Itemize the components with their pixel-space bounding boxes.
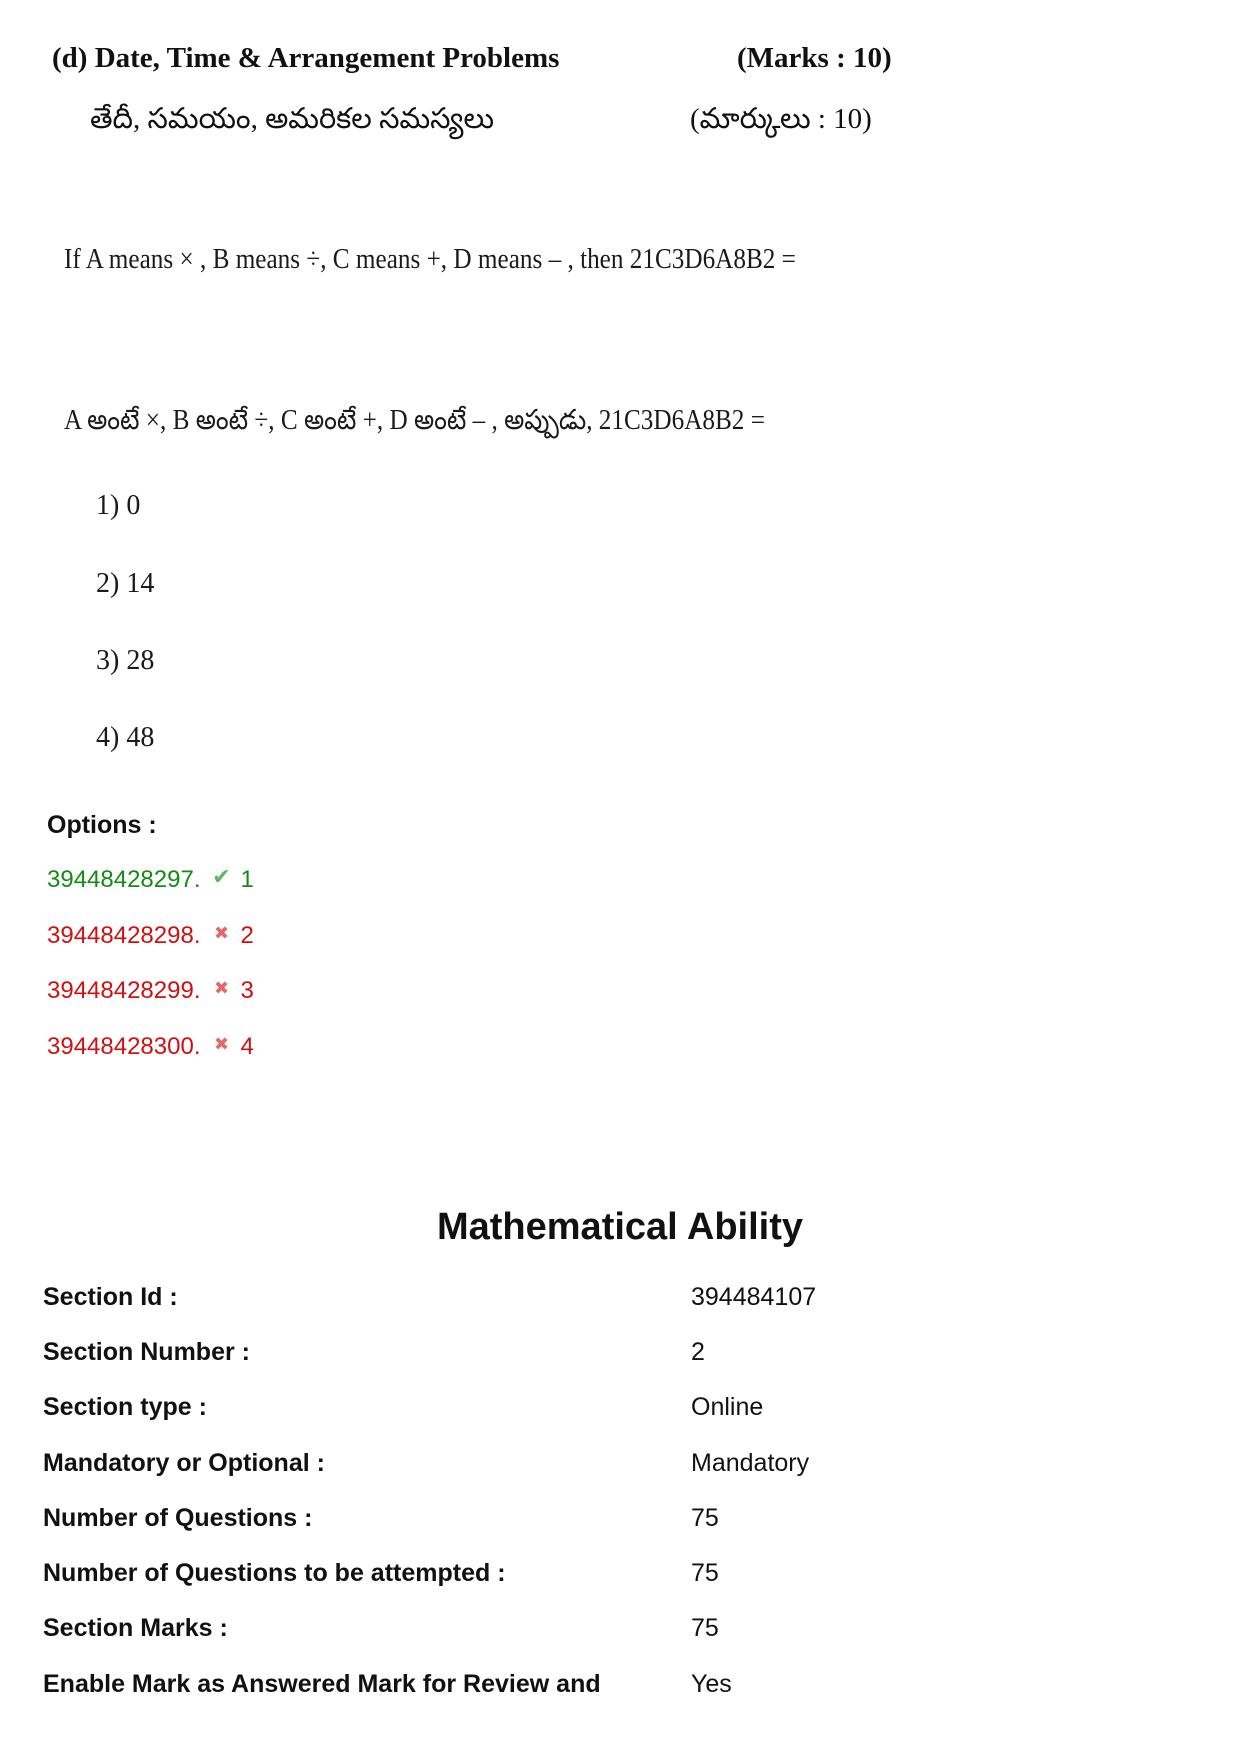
section-row-value: 75 <box>691 1559 719 1587</box>
option-id: 39448428300. <box>47 1033 201 1060</box>
cross-icon: ✖ <box>213 922 230 943</box>
section-row-label: Number of Questions to be attempted : <box>43 1559 506 1587</box>
cross-icon: ✖ <box>213 1033 230 1054</box>
option-label: 1 <box>240 866 254 893</box>
section-row-value: 2 <box>691 1338 705 1366</box>
question-heading-en: (d) Date, Time & Arrangement Problems <box>52 42 560 74</box>
option-item <box>47 866 254 894</box>
question-heading-te: తేదీ, సమయం, అమరికల సమస్యలు <box>90 103 495 135</box>
question-marks-te: (మార్కులు : 10) <box>690 103 872 135</box>
section-row-value: 75 <box>691 1504 719 1532</box>
option-id: 39448428299. <box>47 977 201 1004</box>
section-row-value: Yes <box>691 1670 732 1698</box>
section-row-value: Online <box>691 1393 764 1421</box>
option-item <box>47 977 254 1005</box>
section-row-label: Mandatory or Optional : <box>43 1449 325 1477</box>
option-item <box>47 922 254 950</box>
section-row-value: 75 <box>691 1614 719 1642</box>
section-row-label: Section Marks : <box>43 1614 228 1642</box>
section-row-value: Mandatory <box>691 1449 810 1477</box>
option-label: 2 <box>240 922 254 949</box>
question-choice: 3) 28 <box>96 645 155 676</box>
cross-icon: ✖ <box>213 977 230 998</box>
option-label: 4 <box>240 1033 254 1060</box>
options-title: Options : <box>47 811 157 839</box>
question-choice: 2) 14 <box>96 568 155 599</box>
question-text-te: A అంటే ×, B అంటే ÷, C అంటే +, D అంటే – , అప్పుడు, 21C3D6A8B2 = <box>64 405 765 436</box>
option-id: 39448428298. <box>47 922 201 949</box>
section-row-label: Section Number : <box>43 1338 250 1366</box>
section-title: Mathematical Ability <box>436 1206 803 1248</box>
check-icon: ✔ <box>212 864 231 889</box>
question-choice: 4) 48 <box>96 722 155 753</box>
section-row-label: Section Id : <box>43 1283 178 1311</box>
section-row-label: Section type : <box>43 1393 207 1421</box>
option-item <box>47 1033 254 1061</box>
option-id: 39448428297. <box>47 866 201 893</box>
section-row-label: Number of Questions : <box>43 1504 313 1532</box>
section-row-value: 394484107 <box>691 1283 817 1311</box>
question-text-en: If A means × , B means ÷, C means +, D means – , then 21C3D6A8B2 = <box>64 244 796 275</box>
section-row-label: Enable Mark as Answered Mark for Review and <box>43 1670 601 1698</box>
question-marks-en: (Marks : 10) <box>737 42 892 74</box>
question-choice: 1) 0 <box>96 490 141 521</box>
option-label: 3 <box>240 977 254 1004</box>
